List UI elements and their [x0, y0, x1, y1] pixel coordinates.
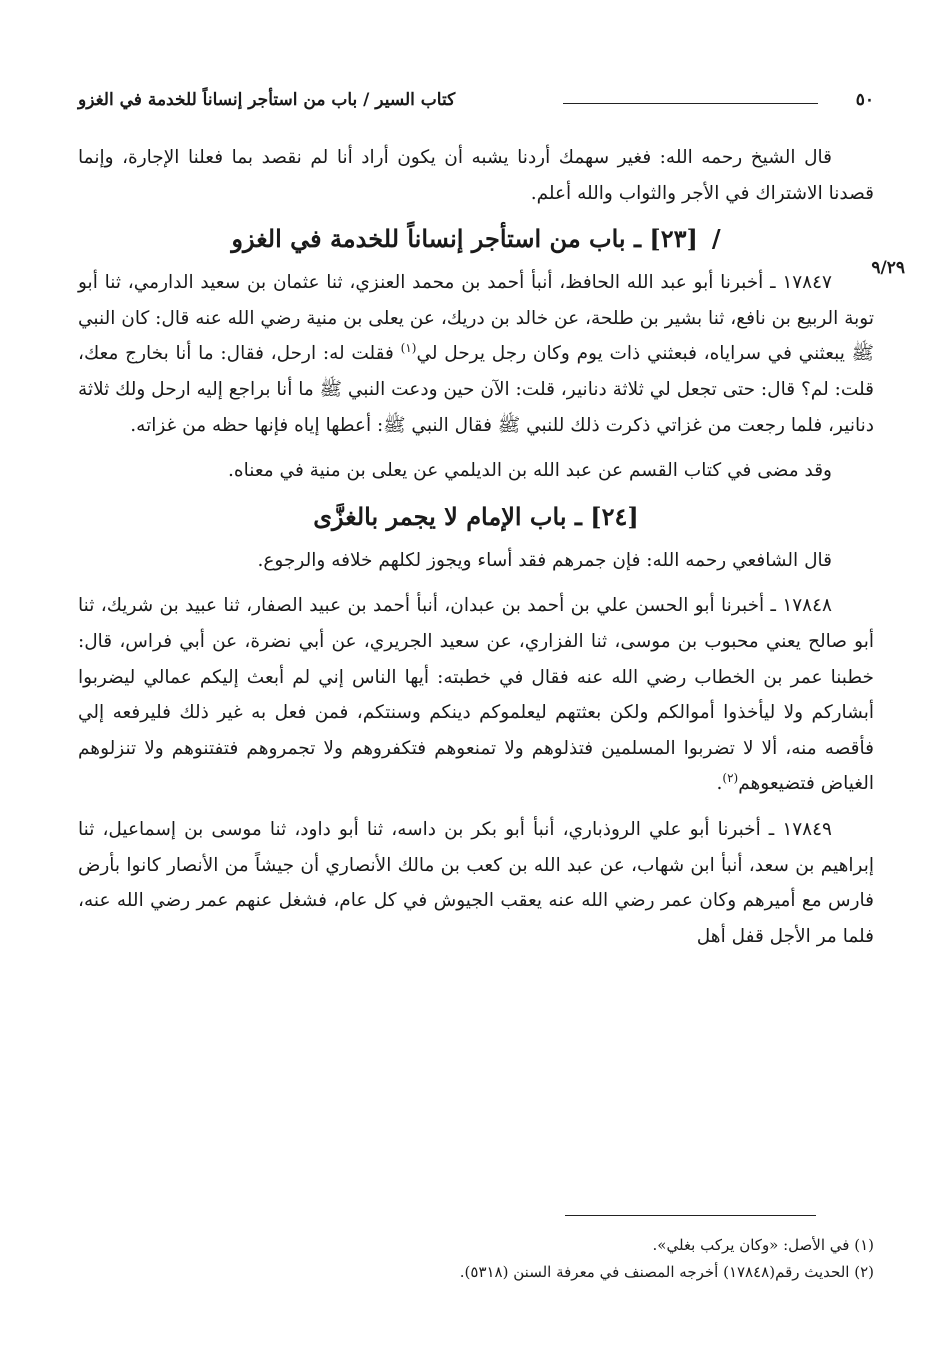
cross-reference-paragraph: وقد مضى في كتاب القسم عن عبد الله بن الديلمي عن يعلى بن منية في معناه.	[228, 460, 832, 482]
hadith-17848-text-a: ١٧٨٤٨ ـ أخبرنا أبو الحسن علي بن أحمد بن عبدان، أنبأ أحمد بن عبيد الصفار، ثنا عبيد بن شريك، ثنا أبو صالح يعني محبوب بن موسى، ثنا الفزاري، عن سعيد الجريري، عن أبي نضرة، عن أبي فراس، قال: خطبنا عمر بن الخطاب رضي الله عنه فقال في خطبته: أيها الناس إني لم أبعث إليكم عمالي ليضربوا أبشاركم ولا ليأخذوا أموالكم ولكن بعثتهم ليعلموكم دينكم وسنتكم، فمن فعل به غير ذلك فليرفعه إلي فأقصه منه، ألا لا تضربوا المسلمين فتذلوهم ولا تمنعوهم فتكفروهم ولا تجمروهم فتفتنوهم ولا تنزلوهم الغياض فتضيعوهم	[78, 595, 874, 795]
footnote-ref-1: (١)	[400, 341, 417, 356]
hadith-17848	[78, 588, 874, 802]
intro-paragraph: قال الشيخ رحمه الله: فغير سهمك أردنا يشبه أن يكون أراد أنا لم نقصد بما فعلنا الإجارة، وإنما قصدنا الاشتراك في الأجر والثواب والله أعلم.	[78, 147, 874, 204]
chapter-24-heading: [٢٤] ـ باب الإمام لا يجمر بالغزَّى	[313, 501, 639, 531]
chapter-23-mark: /	[711, 224, 721, 254]
margin-volume-page-reference: ٩/٢٩	[871, 258, 905, 278]
footnote-1: (١) في الأصل: «وكان يركب بغلي».	[652, 1236, 874, 1254]
hadith-17847-text-a: ١٧٨٤٧ ـ أخبرنا أبو عبد الله الحافظ، أنبأ أحمد بن محمد العنزي، ثنا عثمان بن سعيد الدارمي، ثنا أبو توبة الربيع بن نافع، ثنا بشير بن طلحة، عن خالد بن دريك، عن يعلى بن منية رضي الله عنه قال: كان النبي ﷺ يبعثني في سراياه، فبعثني ذات يوم وكان رجل يرحل لي	[78, 272, 874, 365]
chapter-23-title: [٢٣] ـ باب من استأجر إنساناً للخدمة في الغزو	[231, 224, 698, 254]
header-dash-rule	[563, 103, 818, 104]
main-text	[78, 140, 874, 954]
hadith-17848-text-b: .	[716, 773, 723, 795]
running-header	[78, 86, 874, 120]
footnote-ref-2: (٢)	[722, 771, 739, 786]
hadith-17847-text-b: فقلت له: ارحل، فقال: ما أنا بخارج معك، قلت: لم؟ قال: حتى تجعل لي ثلاثة دنانير، قلت: الآن حين ودعت النبي ﷺ ما أنا براجع إليه ارحل ولك ثلاثة دنانير، فلما رجعت من غزاتي ذكرت ذلك للنبي ﷺ فقال النبي ﷺ: أعطها إياه فإنها حظه من غزاته.	[78, 343, 874, 436]
shafii-paragraph: قال الشافعي رحمه الله: فإن جمرهم فقد أساء ويجوز لكلهم خلافه والرجوع.	[257, 549, 832, 571]
header-title: كتاب السير / باب من استأجر إنساناً للخدمة في الغزو	[78, 90, 456, 110]
hadith-17849: ١٧٨٤٩ ـ أخبرنا أبو علي الروذباري، أنبأ أبو بكر بن داسه، ثنا أبو داود، ثنا موسى بن إسماعيل، ثنا إبراهيم بن سعد، أنبأ ابن شهاب، عن عبد الله بن كعب بن مالك الأنصاري أن جيشاً من الأنصار كانوا بأرض فارس مع أميرهم وكان عمر رضي الله عنه يعقب الجيوش في كل عام، فشغل عنهم عمر رضي الله عنه، فلما مر الأجل قفل أهل	[78, 818, 874, 947]
page-number: ٥٠	[855, 90, 874, 110]
hadith-17847	[78, 265, 874, 443]
footnote-separator	[565, 1215, 816, 1216]
chapter-23-heading	[78, 221, 874, 257]
footnotes	[78, 1232, 874, 1286]
footnote-2: (٢) الحديث رقم(١٧٨٤٨) أخرجه المصنف في معرفة السنن (٥٣١٨).	[459, 1263, 874, 1281]
